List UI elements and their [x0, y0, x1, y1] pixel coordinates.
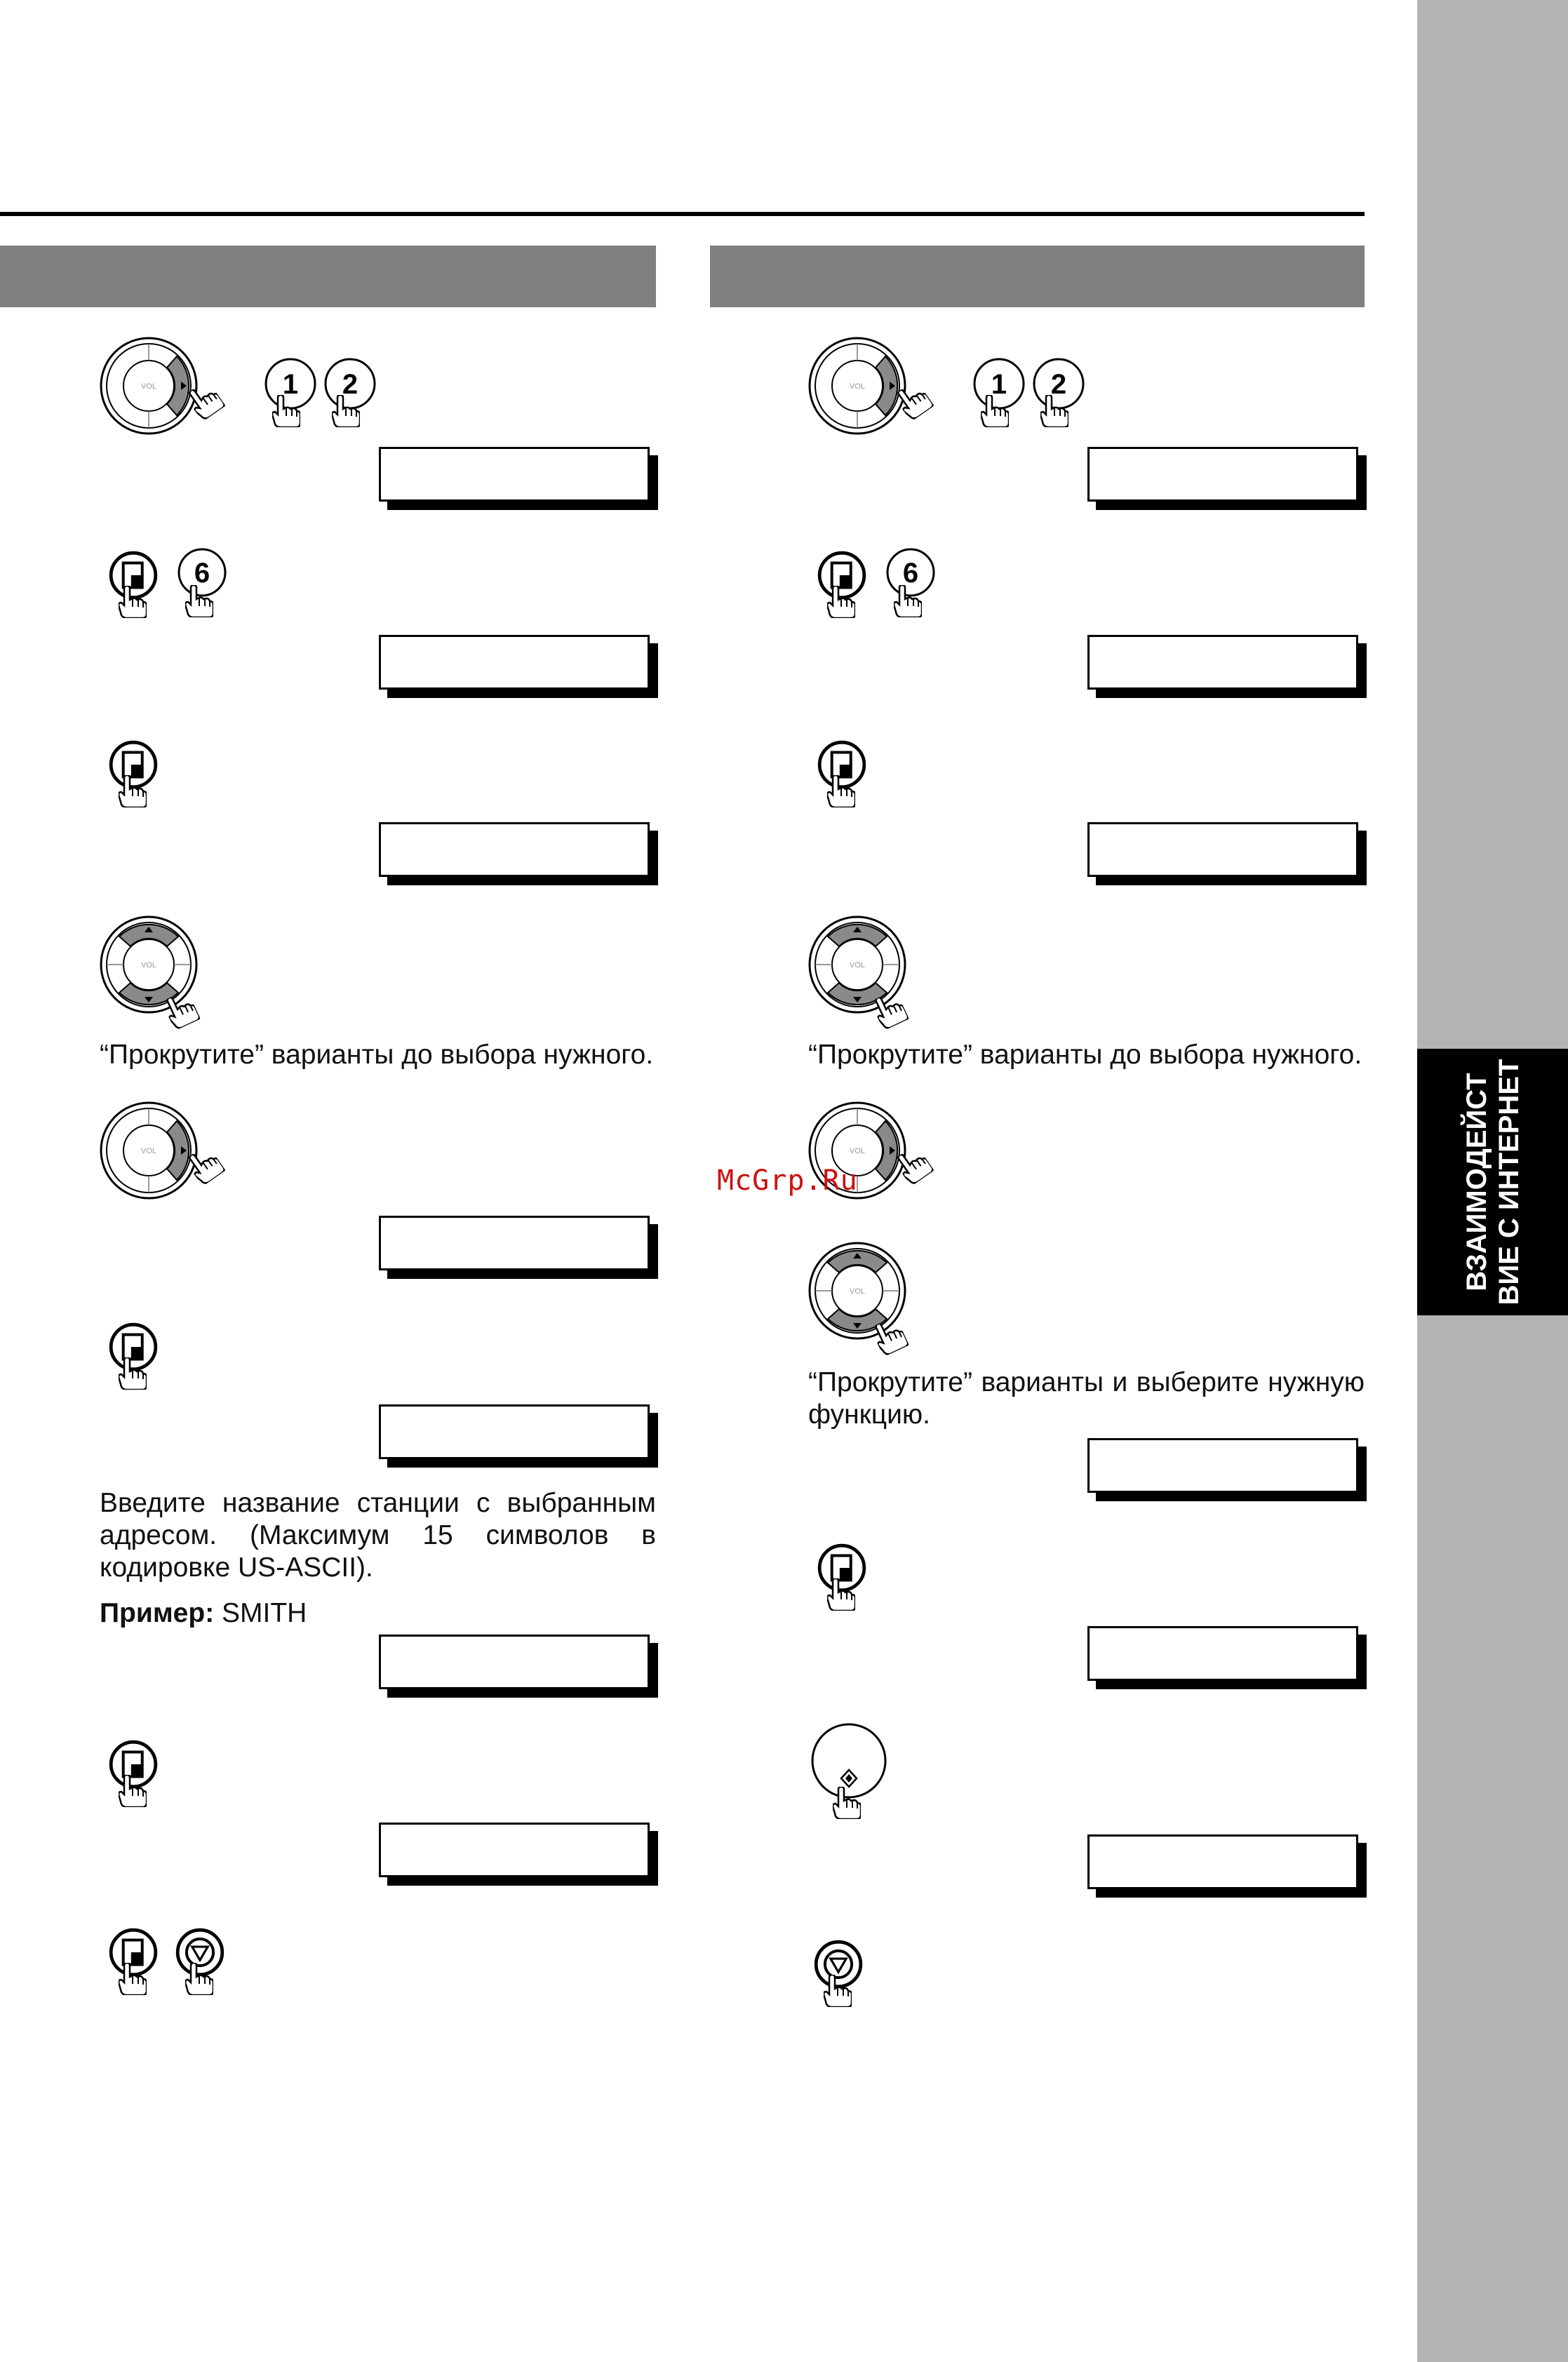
start-key-icon: [810, 1722, 894, 1827]
chapter-tab: [1417, 1049, 1568, 1315]
stop-key-icon: [814, 1940, 870, 2017]
left-section-header-band: [0, 246, 656, 307]
left-scroll-instruction: “Прокрутите” варианты до выбора нужного.: [100, 1040, 654, 1070]
example-label: Пример:: [100, 1598, 215, 1628]
lcd-display-right-5: [1087, 1626, 1358, 1681]
digit-1-key-icon: [265, 354, 321, 431]
watermark: McGrp.Ru: [717, 1165, 858, 1197]
right-section-header-band: [710, 246, 1365, 307]
digit-6-key-label: 6: [194, 558, 210, 589]
set-key-icon: [109, 1322, 165, 1400]
digit-1-key-label: 1: [282, 369, 299, 400]
example-value: SMITH: [214, 1598, 307, 1628]
digit-2-key-icon: [1033, 354, 1090, 431]
navpad-right-icon: [808, 1101, 949, 1214]
navpad-updown-icon: [100, 915, 240, 1035]
lcd-display-right-3: [1087, 822, 1358, 877]
lcd-display-right-6: [1087, 1834, 1358, 1889]
top-rule: [0, 212, 1365, 216]
set-key-icon: [817, 1543, 873, 1620]
lcd-display-right-2: [1087, 635, 1358, 690]
navpad-right-icon: [808, 337, 949, 449]
lcd-display-left-3: [379, 822, 650, 877]
lcd-display-left-1: [379, 447, 650, 502]
digit-2-key-icon: [325, 354, 381, 431]
lcd-display-right-1: [1087, 447, 1358, 502]
stop-key-icon: [175, 1928, 232, 2005]
digit-2-key-label: 2: [342, 369, 359, 400]
set-key-icon: [109, 1928, 165, 2005]
navpad-updown-icon: [808, 1242, 949, 1361]
navpad-right-icon: [100, 1101, 240, 1214]
set-key-icon: [817, 740, 873, 817]
navpad-right-icon: [100, 337, 240, 449]
lcd-display-left-6: [379, 1635, 650, 1689]
chapter-tab-line-1: ВЗАИМОДЕЙСТ: [1461, 1073, 1492, 1291]
lcd-display-left-7: [379, 1823, 650, 1877]
navpad-updown-icon: [808, 915, 949, 1035]
set-key-icon: [109, 1740, 165, 1817]
chapter-tab-label: [1461, 1059, 1525, 1306]
set-key-icon: [109, 740, 165, 817]
chapter-tab-line-2: ВИЕ С ИНТЕРНЕТ: [1493, 1059, 1525, 1306]
digit-6-key-icon: [885, 546, 942, 623]
set-key-icon: [817, 551, 873, 628]
function-instruction: “Прокрутите” варианты и выберите нужную функцию.: [808, 1367, 1365, 1430]
digit-1-key-label: 1: [991, 369, 1007, 400]
right-scroll-instruction: “Прокрутите” варианты до выбора нужного.: [808, 1040, 1362, 1070]
lcd-display-left-5: [379, 1404, 650, 1459]
lcd-display-left-2: [379, 635, 650, 690]
lcd-display-right-4: [1087, 1438, 1358, 1493]
station-name-instruction: Введите название станции с выбранным адресом. (Максимум 15 символов в кодировке US-ASCII).: [100, 1488, 656, 1583]
digit-1-key-icon: [974, 354, 1030, 431]
digit-6-key-label: 6: [902, 558, 919, 589]
set-key-icon: [109, 551, 165, 628]
digit-2-key-label: 2: [1050, 369, 1067, 400]
digit-6-key-icon: [177, 546, 233, 623]
example-line: [100, 1597, 521, 1630]
lcd-display-left-4: [379, 1216, 650, 1270]
